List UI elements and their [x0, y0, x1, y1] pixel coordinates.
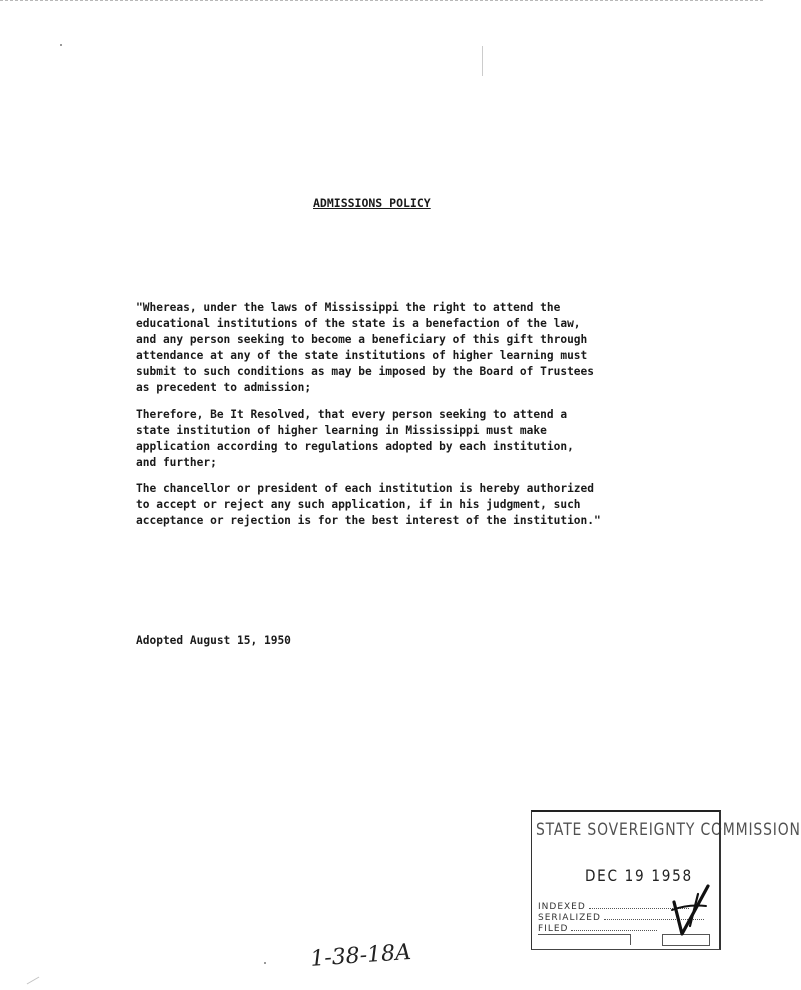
- file-number-text: 1-38-18A: [309, 939, 412, 972]
- stamp-header: STATE SOVEREIGNTY COMMISSION: [536, 820, 801, 840]
- scan-speck: [482, 46, 483, 76]
- stamp-serialized-label: SERIALIZED: [538, 913, 601, 923]
- stamp-date: DEC 19 1958: [585, 866, 693, 885]
- scan-speck: [27, 977, 40, 985]
- stamp-box-left: [538, 934, 631, 945]
- stamp-filed-line: [538, 924, 657, 934]
- document-title: ADMISSIONS POLICY: [313, 196, 431, 210]
- stamp-filed-label: FILED: [538, 924, 569, 934]
- stamp-indexed-label: INDEXED: [538, 902, 586, 912]
- handwritten-file-number: [306, 930, 426, 974]
- whereas-paragraph: "Whereas, under the laws of Mississippi the right to attend the educational institutions of the state is a benefaction of the law, and any person seeking to become a beneficiary of this gift through attendance at any of the state institutions of higher learning must submit to such conditions as may be imposed by the Board of Trustees as precedent to admission;: [136, 301, 595, 394]
- adopted-date: Adopted August 15, 1950: [136, 634, 291, 647]
- scan-speck: [264, 962, 266, 964]
- authority-paragraph: The chancellor or president of each institution is hereby authorized to accept or reject any such application, if in his judgment, such acceptance or rejection is for the best interest of the institution.": [136, 482, 601, 527]
- handwritten-initials-icon: [668, 880, 714, 942]
- scan-speck: [60, 44, 62, 46]
- page-top-edge: [0, 0, 763, 3]
- stamp-indexed-line: [538, 902, 689, 912]
- resolved-paragraph: Therefore, Be It Resolved, that every person seeking to attend a state institution of higher learning in Mississippi must make application according to regulations adopted by each institution, and further;: [136, 408, 574, 469]
